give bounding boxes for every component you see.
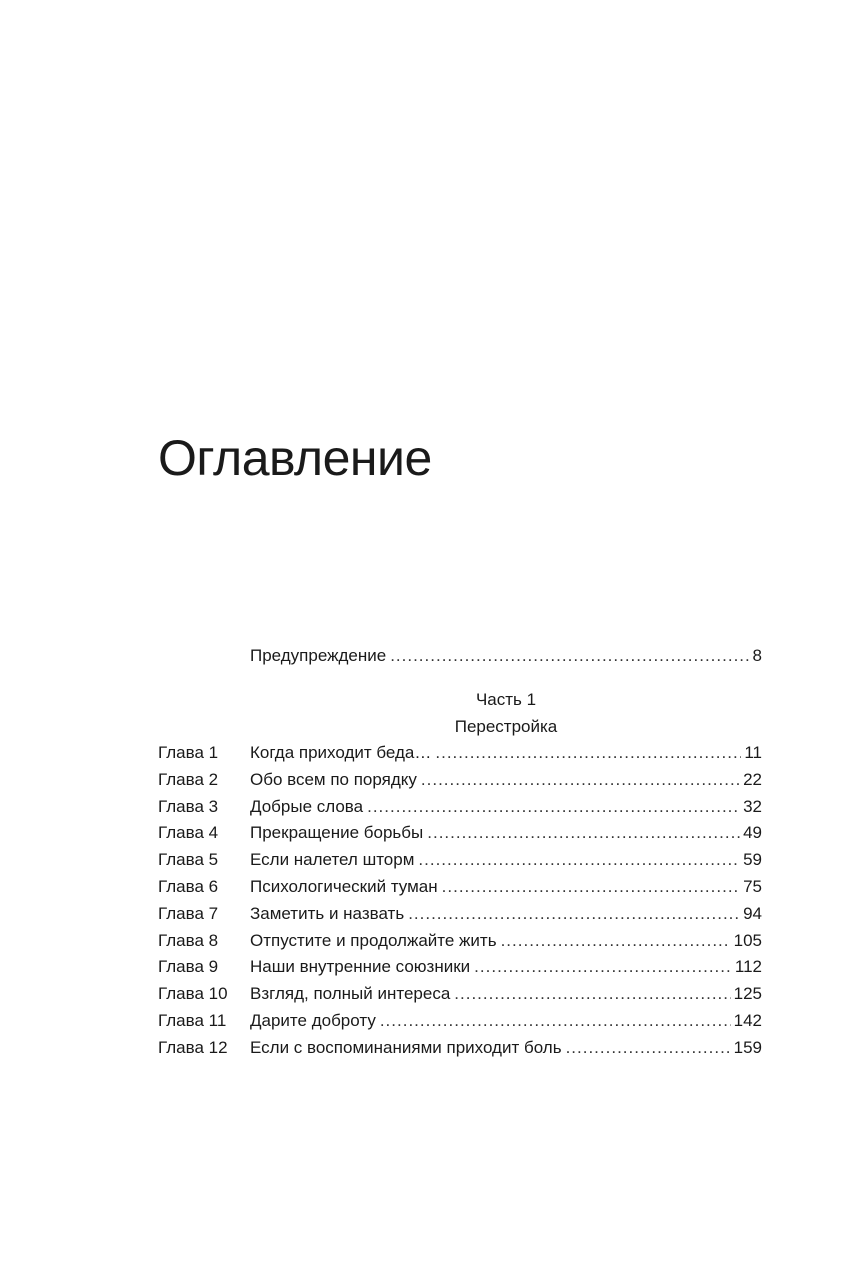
chapter-page-number: 112 [734, 957, 762, 977]
dot-leader [380, 1008, 731, 1035]
toc-entry [250, 820, 762, 847]
dot-leader [427, 820, 740, 847]
chapter-title: Если налетел шторм [250, 850, 415, 870]
dot-leader [367, 794, 740, 821]
dot-leader [454, 981, 730, 1008]
chapter-number: Глава 6 [158, 876, 219, 896]
chapter-title: Наши внутренние союзники [250, 957, 471, 977]
toc-entry [250, 740, 762, 767]
dot-leader [501, 928, 731, 955]
chapter-page-number: 59 [743, 850, 762, 870]
toc-chapter-row [158, 928, 762, 955]
chapter-title: Заметить и назвать [250, 903, 405, 923]
toc-chapter-row [158, 740, 762, 767]
chapter-page-number: 11 [744, 743, 762, 762]
toc-entry [250, 874, 762, 901]
dot-leader [566, 1035, 731, 1062]
entry-title: Предупреждение [250, 646, 387, 665]
chapter-page-number: 22 [743, 769, 762, 789]
dot-leader [408, 901, 740, 928]
chapter-page-number: 49 [743, 823, 762, 843]
toc-entry [250, 928, 762, 955]
toc-entry [250, 794, 762, 821]
chapter-number: Глава 1 [158, 743, 219, 762]
toc-chapter-row [158, 874, 762, 901]
chapter-number: Глава 7 [158, 903, 219, 923]
chapter-title: Когда приходит беда… [250, 743, 432, 762]
toc-chapter-row [158, 1008, 762, 1035]
chapter-number: Глава 5 [158, 850, 219, 870]
entry-page-number: 8 [752, 646, 762, 665]
toc-entry [250, 1035, 762, 1062]
chapter-number: Глава 10 [158, 984, 228, 1004]
chapter-title: Обо всем по порядку [250, 769, 417, 789]
chapter-number: Глава 12 [158, 1037, 228, 1057]
dot-leader [442, 874, 740, 901]
chapter-title: Прекращение борьбы [250, 823, 424, 843]
chapter-page-number: 125 [733, 984, 762, 1004]
toc-chapter-row [158, 1035, 762, 1062]
toc-entry [250, 847, 762, 874]
chapter-number: Глава 8 [158, 930, 219, 950]
chapter-title: Если с воспоминаниями приходит боль [250, 1037, 562, 1057]
chapter-number: Глава 2 [158, 769, 219, 789]
toc-chapter-row [158, 981, 762, 1008]
toc-entry-preface [158, 642, 762, 670]
chapter-page-number: 94 [743, 903, 762, 923]
dot-leader [474, 954, 732, 981]
toc-chapter-row [158, 901, 762, 928]
toc-chapter-row [158, 847, 762, 874]
table-of-contents [158, 642, 762, 1062]
toc-entry [250, 767, 762, 794]
toc-entry [250, 901, 762, 928]
chapter-number: Глава 3 [158, 796, 219, 816]
toc-entry [250, 642, 762, 670]
chapter-title: Психологический туман [250, 876, 438, 896]
chapter-page-number: 105 [733, 930, 762, 950]
toc-entry [250, 981, 762, 1008]
toc-chapter-row [158, 820, 762, 847]
toc-chapter-row [158, 954, 762, 981]
part-label: Часть 1 [475, 690, 537, 709]
chapter-title: Добрые слова [250, 796, 364, 816]
dot-leader [435, 740, 741, 767]
dot-leader [418, 847, 740, 874]
page-title: Оглавление [158, 430, 432, 486]
chapter-title: Взгляд, полный интереса [250, 984, 451, 1004]
chapter-page-number: 75 [743, 876, 762, 896]
dot-leader [390, 642, 749, 670]
chapter-page-number: 142 [733, 1010, 762, 1030]
dot-leader [421, 767, 740, 794]
chapter-page-number: 32 [743, 796, 762, 816]
chapter-title: Отпустите и продолжайте жить [250, 930, 497, 950]
toc-chapter-row [158, 767, 762, 794]
chapter-number: Глава 4 [158, 823, 219, 843]
toc-entry [250, 954, 762, 981]
chapter-number: Глава 9 [158, 957, 219, 977]
chapter-title: Дарите доброту [250, 1010, 376, 1030]
chapter-page-number: 159 [733, 1037, 762, 1057]
chapter-number: Глава 11 [158, 1010, 227, 1030]
toc-chapter-row [158, 794, 762, 821]
part-name: Перестройка [454, 717, 558, 736]
toc-entry [250, 1008, 762, 1035]
